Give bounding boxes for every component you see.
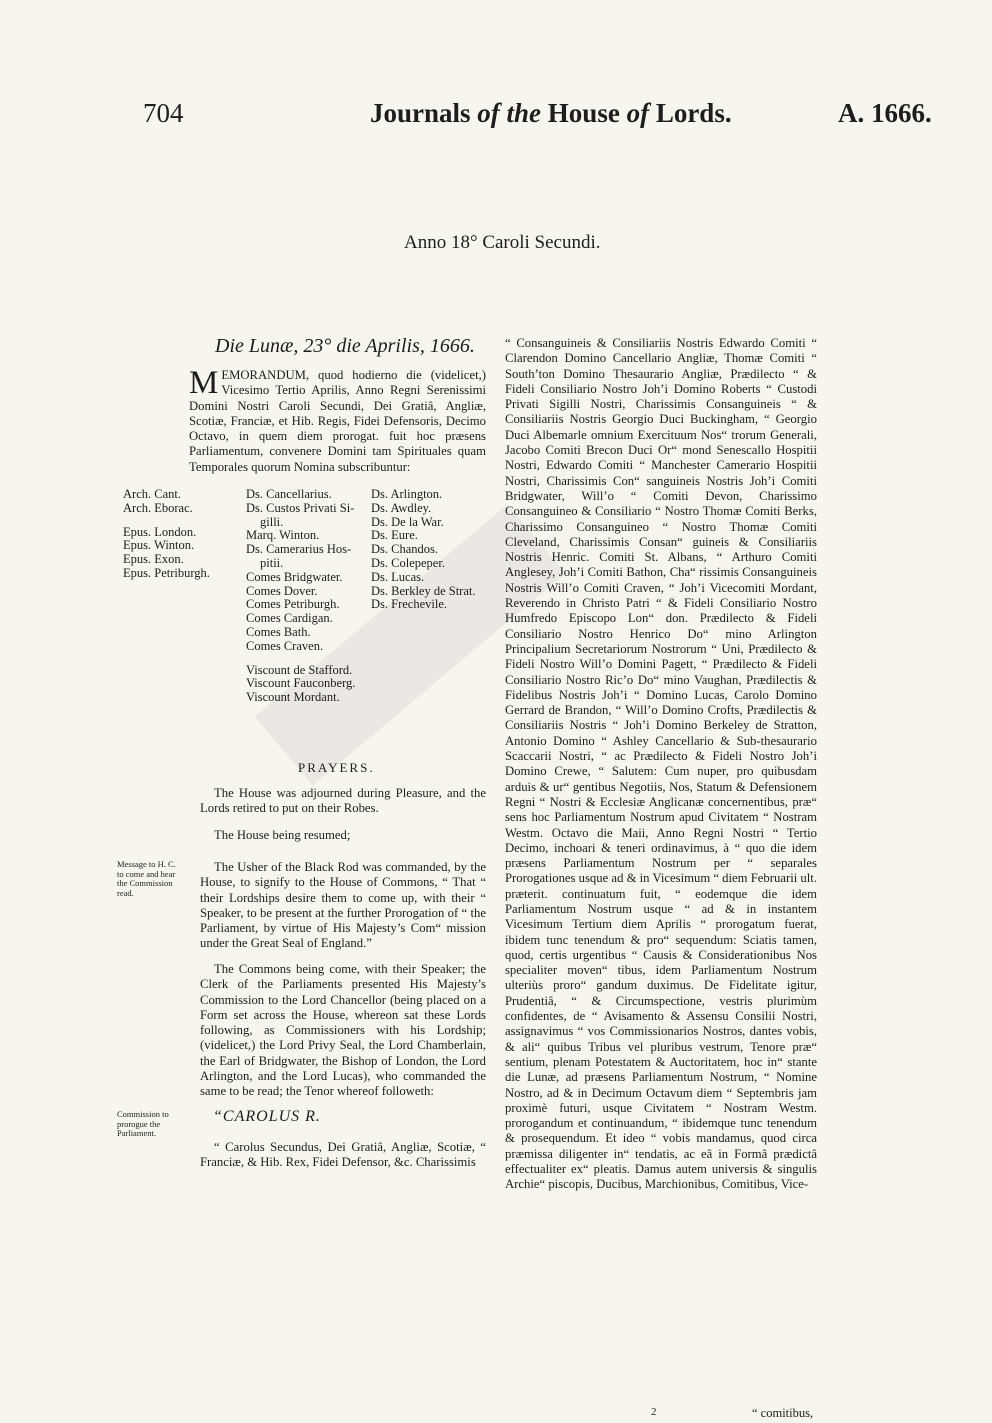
paragraph-commons: The Commons being come, with their Speaker; the Clerk of the Parliaments presented His Majesty’s Commission to the Lord Chancellor (being placed on a Form set across the House, whereon sat these Lords following, as Commissioners with his Lordship; (videlicet,) the Lord Privy Seal, the Lord Chamberlain, the Earl of Bridgwater, the Bishop of London, the Lord Arlington, and the Lord Lucas), who commanded the same to be read; the Tenor whereof followeth:	[200, 962, 486, 1099]
lord-entry: Comes Bridgwater.	[246, 569, 343, 584]
lord-entry: Epus. Petriburgh.	[123, 565, 210, 580]
lords-column-a	[123, 488, 210, 581]
memorandum	[189, 365, 486, 475]
margin-note-message: Message to H. C. to come and hear the Commission read.	[117, 859, 176, 898]
lord-entry: Ds. Chandos.	[371, 542, 439, 557]
lord-entry: Arch. Eborac.	[123, 500, 193, 515]
lord-entry: Epus. Winton.	[123, 538, 195, 553]
lords-column-b	[246, 488, 355, 705]
lord-entry: Arch. Cant.	[123, 487, 181, 501]
lord-entry: Ds. Lucas.	[371, 569, 425, 584]
lord-entry: Ds. De la War.	[371, 514, 444, 529]
title-journals: Journals	[370, 98, 471, 128]
lord-entry: Comes Petriburgh.	[246, 597, 340, 612]
lord-entry: Comes Cardigan.	[246, 611, 333, 626]
running-title	[370, 98, 732, 129]
session-heading: Anno 18° Caroli Secundi.	[404, 232, 601, 253]
lord-entry: Comes Dover.	[246, 583, 318, 598]
lord-entry: Ds. Eure.	[371, 528, 418, 543]
lord-entry: Ds. Frechevile.	[371, 597, 448, 612]
lord-entry: Ds. Awdley.	[371, 500, 432, 515]
paragraph-usher: The Usher of the Black Rod was commanded, by the House, to signify to the House of Commons, “ That “ their Lordships desire them to come up, with their “ Speaker, to be present at the further Prorogation of “ the Parliament, by virtue of His Majesty’s Com“ mission under the Great Seal of England.”	[200, 860, 486, 951]
lord-entry: Ds. Berkley de Strat.	[371, 583, 476, 598]
carolus-heading: “CAROLUS R.	[213, 1108, 321, 1125]
title-house: House	[547, 98, 620, 128]
lord-entry: Marq. Winton.	[246, 528, 320, 543]
lord-entry: Viscount Mordant.	[246, 690, 340, 705]
drop-cap: M	[189, 365, 219, 401]
date-line: Die Lunæ, 23° die Aprilis, 1666.	[215, 335, 475, 357]
right-column-text: “ Consanguineis & Consiliariis Nostris Edwardo Comiti “ Clarendon Domino Cancellario Angliæ, Thomæ Comiti “ South’ton Domino Thesaurario Angliæ, Prædilecto “ & Fideli Consiliario Nostro Joh’i Domino Roberts “ Custodi Privati Sigilli Nostri, Charissimis Consanguineis “ & Consiliariis Nostris Georgio Duci Buckingham, “ Georgio Duci Albemarle omnium Exercituum Nos“ trorum Generali, Jacobo Comiti Brecon Duci Or“ mond Senescallo Hospitii Nostri, Edwardo Comiti “ Manchester Camerario Hospitii Nostri, Charissimis Con“ sanguineis Nostris Joh’i Comiti Bridgwater, Will’o “ Comiti Devon, Charissimo Consanguineo & Consiliario “ Nostro Thomæ Comiti Berks, Charissimo Consanguineo “ Nostro Thomæ Comiti Cleveland, Charissimis Consan“ guineis & Consiliariis Nostris Henric. Comiti St. Albans, “ Arthuro Comiti Anglesey, Joh’i Comiti Bathon, Cha“ rissimis Consanguineis Nostris Will’o Comiti Craven, “ Joh’i Vicecomiti Mordant, Reverendo in Christo Patri “ & Fideli Consiliario Nostro Humfredo Episcopo Lon“ don. Prædilecto & Fideli Consiliario Nostro Henrico Do“ mino Arlington Principalium Secretariorum Nostrorum “ Uni, Prædilecto & Fideli Nostro Will’o Domini Pagett, “ Prædilecto & Fideli Consiliario Nostro Ric’o Do“ mino Vaughan, Prædilectis & Fidelibus Nostris Joh’i “ Domino Lucas, Carolo Domino Gerrard de Brandon, “ Will’o Domino Crofts, Prædilectis & Consiliariis Nostris “ Joh’i Domino Berkeley de Stratton, Antonio Domino “ Ashley Cancellario & Sub-thesaurario Scaccarii Nostri, “ ac Prædilecto & Fideli Nostro Joh’i Domino Crewe, “ Salutem: Cum nuper, pro quibusdam arduis & ur“ gentibus Negotiis, Nos, Statum & Defensionem Regni “ Nostri & Ecclesiæ Anglicanæ concernentibus, præ“ sens hoc Parliamentum Nostrum apud Civitatem “ Nostram Westm. Octavo die Maii, Anno Regni Nostri “ Tertio Decimo, inchoari & teneri ordinavimus, à “ quo die idem præsens Parliamentum Nostrum per “ separales Prorogationes usque ad & in Vicesimum “ diem Februarii ult. præterit. continuatum fuit, “ eodemque die idem Parliamentum Nostrum usque “ ad & in instantem Vicesimum Tertium diem Aprilis “ prorogatum fuerat, ibidem tunc tenendum & pro“ sequendum: Sciatis tamen, quod, certis urgentibus “ Causis & Considerationibus Nos specialiter moven“ tibus, idem Parliamentum Nostrum ulteriùs proro“ gandum duximus. De Fidelitate igitur, Prudentiâ, “ & Circumspectione, vestris plurimùm confidentes, de “ Avisamento & Assensu Consilii Nostri, assignavimus “ vos Commissionarios Nostros, dantes vobis, & ali“ quibus Tribus vel pluribus vestrum, Tenore præ“ sentium, plenam Potestatem & Auctoritatem, hoc in“ stante die Lunæ, ad præsens Parliamentum Nostrum, “ Nomine Nostro, ad & in Decimum Octavum diem “ Septembris jam proximè futuri, usque Civitatem “ Nostram Westm. prorogandum et continuandum, “ ibidemque tunc tenendum & prosequendum. Et ideo “ vobis mandamus, quod circa præmissa diligenter in“ tendatis, ac eâ in Formâ prædictâ effectualiter ex“ pleatis. Damus autem universis & singulis Archie“ piscopis, Ducibus, Marchionibus, Comitibus, Vice-	[505, 336, 817, 1192]
year: A. 1666.	[838, 98, 932, 128]
paragraph-carolus: “ Carolus Secundus, Dei Gratiâ, Angliæ, Scotiæ, “ Franciæ, & Hib. Rex, Fidei Defensor, &c. Charissimis	[200, 1140, 486, 1170]
memorandum-text: EMORANDUM, quod hodierno die (videlicet,) Vicesimo Tertio Aprilis, Anno Regni Serenissimi Domini Nostri Caroli Secundi, Dei Gratiâ, Angliæ, Scotiæ, Franciæ, et Hib. Regis, Fidei Defensoris, Decimo Octavo, in quem diem prorogat. fuit hoc præsens Parliamentum, convenere Domini tam Spirituales quam Temporales quorum Nomina subscribuntur:	[189, 368, 486, 474]
lord-entry: Ds. Arlington.	[371, 487, 443, 501]
lord-entry: Viscount Fauconberg.	[246, 676, 356, 691]
title-the: the	[506, 98, 542, 128]
paragraph-resumed: The House being resumed;	[214, 828, 351, 842]
lord-entry: Ds. Cancellarius.	[246, 487, 332, 501]
page-number: 704	[143, 98, 184, 128]
lord-entry: Ds. Camerarius Hos-	[246, 542, 352, 557]
title-lords: Lords.	[655, 98, 732, 128]
lords-column-c	[371, 488, 476, 612]
margin-note-commission: Commission to prorogue the Parliament.	[117, 1109, 169, 1138]
lord-entry: gilli.	[260, 514, 284, 529]
lord-entry: Epus. Exon.	[123, 552, 184, 567]
signature-mark: 2	[651, 1406, 657, 1418]
lord-entry: Comes Bath.	[246, 624, 311, 639]
paragraph-adjourned: The House was adjourned during Pleasure, and the Lords retired to put on their Robes.	[200, 786, 486, 816]
catchword: “ comitibus,	[752, 1406, 814, 1420]
lord-entry: pitii.	[260, 555, 284, 570]
title-of-2: of	[626, 98, 650, 128]
title-of: of	[477, 98, 500, 128]
lord-entry: Ds. Custos Privati Si-	[246, 500, 355, 515]
lord-entry: Epus. London.	[123, 524, 197, 539]
lord-entry: Comes Craven.	[246, 638, 324, 653]
lord-entry: Viscount de Stafford.	[246, 662, 353, 677]
prayers-heading: PRAYERS.	[298, 760, 375, 775]
lord-entry: Ds. Colepeper.	[371, 555, 445, 570]
